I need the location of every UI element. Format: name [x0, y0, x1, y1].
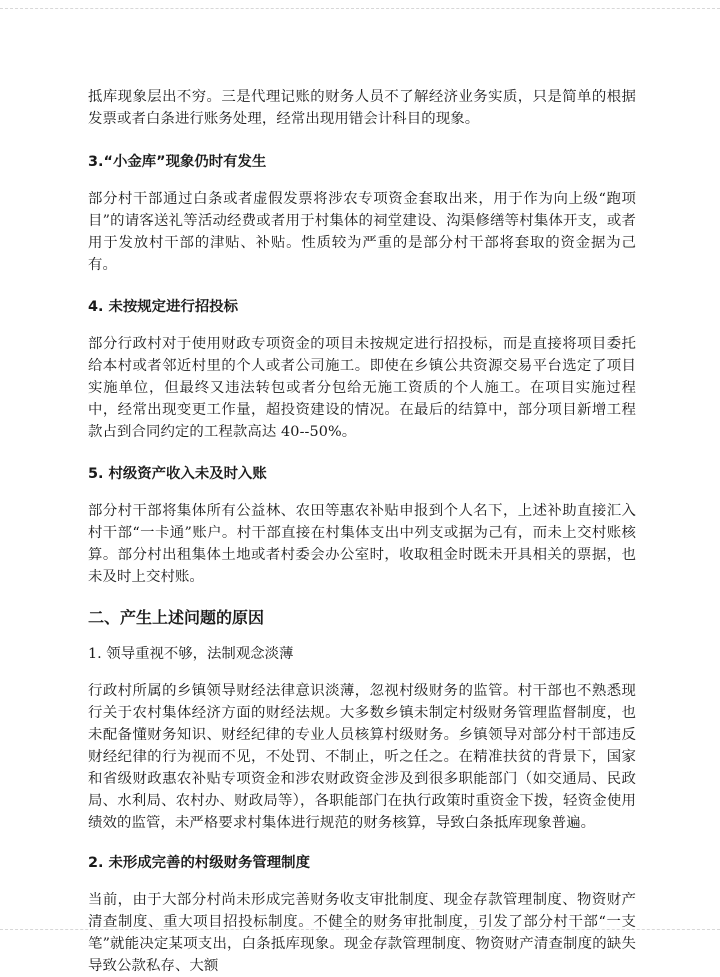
- paragraph-bidding: 部分行政村对于使用财政专项资金的项目未按规定进行招投标，而是直接将项目委托给本村或者邻近村里的个人或者公司施工。即使在乡镇公共资源交易平台选定了项目实施单位，但最终又违法转包或者分包给无施工资质的个人施工。在项目实施过程中，经常出现变更工作量，超投资建设的情况。在最后的结算中，部分项目新增工程款占到合同约定的工程款高达 40--50%。: [88, 336, 636, 440]
- subheading-small-treasury: 3.“小金库”现象仍时有发生: [88, 154, 267, 170]
- subheading-management-system: 2. 未形成完善的村级财务管理制度: [88, 855, 310, 871]
- document-body: [88, 86, 636, 977]
- paragraph-small-treasury: 部分村干部通过白条或者虚假发票将涉农专项资金套取出来，用于作为向上级“跑项目”的请客送礼等活动经费或者用于村集体的祠堂建设、沟渠修缮等村集体开支，或者用于发放村干部的津贴、补贴。性质较为严重的是部分村干部将套取的资金据为己有。: [88, 191, 636, 273]
- page-bottom-border: [0, 929, 720, 930]
- subheading-leadership: 1. 领导重视不够，法制观念淡薄: [88, 646, 294, 662]
- page-top-border: [0, 8, 720, 9]
- subheading-bidding: 4. 未按规定进行招投标: [88, 299, 239, 315]
- subheading-asset-income: 5. 村级资产收入未及时入账: [88, 466, 267, 482]
- section-heading-causes: 二、产生上述问题的原因: [88, 608, 265, 627]
- paragraph-asset-income: 部分村干部将集体所有公益林、农田等惠农补贴申报到个人名下，上述补助直接汇入村干部“一卡通”账户。村干部直接在村集体支出中列支或据为己有，而未上交村账核算。部分村出租集体土地或者村委会办公室时，收取租金时既未开具相关的票据，也未及时上交村账。: [88, 503, 636, 585]
- paragraph-management-system: 当前，由于大部分村尚未形成完善财务收支审批制度、现金存款管理制度、物资财产清查制度、重大项目招投标制度。不健全的财务审批制度，引发了部分村干部“一支笔”就能决定某项支出，白条抵库现象。现金存款管理制度、物资财产清查制度的缺失导致公款私存、大额: [88, 892, 636, 974]
- paragraph-leadership: 行政村所属的乡镇领导财经法律意识淡薄，忽视村级财务的监管。村干部也不熟悉现行关于农村集体经济方面的财经法规。大多数乡镇未制定村级财务管理监督制度，也未配备懂财务知识、财经纪律的专业人员核算村级财务。乡镇领导对部分村干部违反财经纪律的行为视而不见，不处罚、不制止，听之任之。在精准扶贫的背景下，国家和省级财政惠农补贴专项资金和涉农财政资金涉及到很多职能部门（如交通局、民政局、水利局、农村办、财政局等），各职能部门在执行政策时重资金下拨，轻资金使用绩效的监管，未严格要求村集体进行规范的财务核算，导致白条抵库现象普遍。: [88, 683, 636, 831]
- paragraph-carryover: 抵库现象层出不穷。三是代理记账的财务人员不了解经济业务实质，只是简单的根据发票或者白条进行账务处理，经常出现用错会计科目的现象。: [88, 89, 636, 127]
